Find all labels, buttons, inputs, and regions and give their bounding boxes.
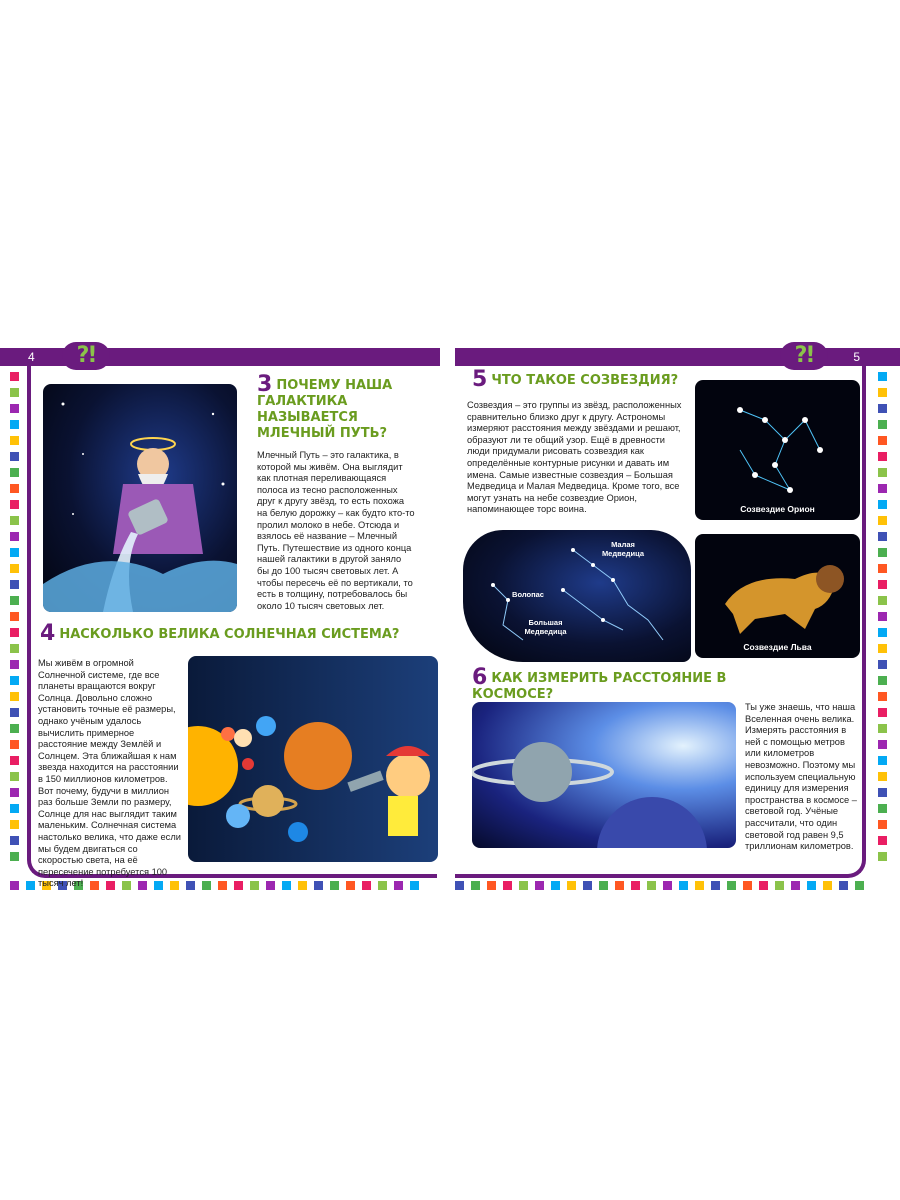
section-title: ПОЧЕМУ НАША ГАЛАКТИКА НАЗЫВАЕТСЯ МЛЕЧНЫЙ ПУТЬ? (257, 378, 393, 441)
decorative-square (791, 881, 800, 890)
decorative-square (250, 881, 259, 890)
ursa-major-label: Большая Медведица (524, 618, 567, 636)
decorative-square (10, 881, 19, 890)
decorative-square (878, 596, 887, 605)
decorative-square (10, 404, 19, 413)
ursa-minor-label: Малая Медведица (601, 540, 645, 558)
section-number: 4 (40, 621, 56, 646)
decorative-square (878, 404, 887, 413)
leo-caption: Созвездие Льва (743, 642, 812, 652)
decorative-square (878, 628, 887, 637)
saturn-planet (472, 702, 736, 848)
decorative-square (807, 881, 816, 890)
decorative-square (878, 388, 887, 397)
decorative-square (878, 644, 887, 653)
decorative-square (695, 881, 704, 890)
decorative-square (10, 820, 19, 829)
leo-image (695, 534, 860, 658)
decorative-square (599, 881, 608, 890)
decorative-square (10, 548, 19, 557)
top-bar (455, 348, 900, 366)
decorative-square (878, 740, 887, 749)
question-exclamation-icon: ?! (62, 342, 110, 370)
decorative-square (878, 548, 887, 557)
decorative-square (878, 836, 887, 845)
decorative-square (362, 881, 371, 890)
decorative-square (10, 436, 19, 445)
decorative-square (878, 788, 887, 797)
decorative-square (823, 881, 832, 890)
decorative-square (10, 724, 19, 733)
decorative-square (10, 788, 19, 797)
milky-way-illustration (43, 384, 237, 612)
aquarius-figure-image (43, 384, 237, 612)
decorative-square (10, 644, 19, 653)
section-title: КАК ИЗМЕРИТЬ РАССТОЯНИЕ В КОСМОСЕ? (472, 671, 727, 702)
decorative-square (839, 881, 848, 890)
decorative-square (234, 881, 243, 890)
section-6-text: Ты уже знаешь, что наша Вселенная очень велика. Измерять расстояния в ней с помощью метров или километров невозможно. Поэтому мы используем специальную единицу для измерения пространства в космосе – световой год. Учёные рассчитали, что один световой год равен 9,5 триллионам километров. (745, 702, 857, 852)
decorative-square (878, 500, 887, 509)
decorative-square (615, 881, 624, 890)
orion-constellation (695, 380, 860, 520)
decorative-square (10, 852, 19, 861)
decorative-square (878, 820, 887, 829)
decorative-square (10, 468, 19, 477)
section-5-text: Созвездия – это группы из звёзд, расположенных сравнительно близко друг к другу. Астрономы измеряют расстояния между звёздами и решают, образуют ли те общий узор. Ещё в древности люди придумали рисовать созвездия как определённые контурные рисунки и давать им имена. Самые известные созвездия – Большая Медведица и Малая Медведица. Кроме того, все могут узнать на небе созвездие Орион, напоминающее торс воина. (467, 400, 682, 515)
decorative-square (10, 532, 19, 541)
decorative-square (10, 628, 19, 637)
decorative-square (298, 881, 307, 890)
decorative-square (471, 881, 480, 890)
decorative-square (10, 516, 19, 525)
decorative-square (10, 692, 19, 701)
section-5-heading (472, 367, 702, 392)
solar-system-illustration (188, 656, 438, 862)
decorative-square (10, 596, 19, 605)
decorative-square (878, 564, 887, 573)
decorative-square (878, 804, 887, 813)
decorative-square (10, 388, 19, 397)
decorative-square (535, 881, 544, 890)
decorative-square (878, 372, 887, 381)
decorative-square (878, 660, 887, 669)
decorative-square (663, 881, 672, 890)
page-number: 4 (28, 350, 35, 364)
book-spread (0, 340, 900, 890)
decorative-square (567, 881, 576, 890)
bears-constellation-image (463, 530, 691, 662)
decorative-square (10, 500, 19, 509)
section-title: ЧТО ТАКОЕ СОЗВЕЗДИЯ? (491, 373, 679, 388)
decorative-square (346, 881, 355, 890)
bootes-label: Волопас (512, 590, 544, 599)
section-4-heading (40, 621, 420, 646)
decorative-square (711, 881, 720, 890)
decorative-square (878, 708, 887, 717)
decorative-square (266, 881, 275, 890)
decorative-square (679, 881, 688, 890)
decorative-square (878, 852, 887, 861)
decorative-square (878, 516, 887, 525)
decorative-square (186, 881, 195, 890)
decorative-square (10, 804, 19, 813)
decorative-square (727, 881, 736, 890)
decorative-square (10, 580, 19, 589)
question-exclamation-icon: ?! (780, 342, 828, 370)
decorative-square (10, 756, 19, 765)
decorative-square (743, 881, 752, 890)
orion-caption: Созвездие Орион (740, 504, 815, 514)
decorative-square (10, 740, 19, 749)
decorative-square (878, 756, 887, 765)
decorative-square (878, 532, 887, 541)
decorative-square (647, 881, 656, 890)
decorative-square (10, 612, 19, 621)
decorative-square (759, 881, 768, 890)
page-number: 5 (853, 350, 860, 364)
planets-image (188, 656, 438, 862)
decorative-squares (878, 372, 887, 861)
section-6-heading (472, 665, 792, 703)
section-number: 6 (472, 665, 488, 690)
decorative-square (855, 881, 864, 890)
decorative-square (878, 468, 887, 477)
decorative-square (878, 484, 887, 493)
decorative-square (26, 881, 35, 890)
decorative-square (10, 484, 19, 493)
decorative-square (10, 420, 19, 429)
decorative-square (519, 881, 528, 890)
section-3-text: Млечный Путь – это галактика, в которой мы живём. Она выглядит как плотная переливающаяся полоса из тесно расположенных друг к другу звёзд, то есть похожа на белую дорожку – как будто кто-то пролил молоко в небе. Отсюда и взялось её название – Млечный Путь. Путешествие из одного конца нашей галактики в другой заняло бы до 100 тысяч световых лет. А чтобы пересечь её по вертикали, то есть в толщину, потребовалось бы около 10 тысяч световых лет. (257, 450, 415, 611)
decorative-square (330, 881, 339, 890)
decorative-square (878, 452, 887, 461)
decorative-square (10, 708, 19, 717)
decorative-square (314, 881, 323, 890)
decorative-square (878, 420, 887, 429)
decorative-square (378, 881, 387, 890)
decorative-square (10, 660, 19, 669)
decorative-square (878, 676, 887, 685)
decorative-square (10, 372, 19, 381)
decorative-square (878, 580, 887, 589)
decorative-square (282, 881, 291, 890)
orion-image (695, 380, 860, 520)
ursa-constellations (463, 530, 691, 662)
decorative-square (10, 564, 19, 573)
section-number: 3 (257, 372, 273, 397)
decorative-square (583, 881, 592, 890)
decorative-squares-bottom (455, 881, 864, 890)
decorative-square (878, 612, 887, 621)
decorative-square (878, 724, 887, 733)
decorative-square (487, 881, 496, 890)
section-3-heading (257, 372, 417, 442)
leo-lion (695, 534, 860, 658)
decorative-square (10, 676, 19, 685)
decorative-square (202, 881, 211, 890)
decorative-square (551, 881, 560, 890)
decorative-square (878, 436, 887, 445)
right-page (455, 340, 900, 890)
decorative-square (10, 836, 19, 845)
decorative-square (631, 881, 640, 890)
decorative-square (775, 881, 784, 890)
decorative-squares (10, 372, 19, 861)
section-number: 5 (472, 367, 488, 392)
decorative-square (503, 881, 512, 890)
saturn-comet-image (472, 702, 736, 848)
decorative-square (218, 881, 227, 890)
section-4-text: Мы живём в огромной Солнечной системе, где все планеты вращаются вокруг Солнца. Довольно сложно установить точные её размеры, однако учёным удалось вычислить примерное расстояние между Землёй и Солнцем. Эта ближайшая к нам звезда находится на расстоянии в 150 миллионов километров. Вот почему, будучи в миллион раз больше Земли по размеру, Солнце для нас выглядит таким маленьким. Солнечная система настолько велика, что даже если мы будем двигаться со скоростью света, на её пересечение потребуется 100 тысяч лет! (38, 658, 181, 889)
decorative-square (10, 772, 19, 781)
decorative-square (394, 881, 403, 890)
decorative-square (410, 881, 419, 890)
decorative-square (10, 452, 19, 461)
decorative-square (878, 692, 887, 701)
decorative-square (878, 772, 887, 781)
decorative-square (455, 881, 464, 890)
left-page (0, 340, 440, 890)
section-title: НАСКОЛЬКО ВЕЛИКА СОЛНЕЧНАЯ СИСТЕМА? (59, 627, 400, 642)
